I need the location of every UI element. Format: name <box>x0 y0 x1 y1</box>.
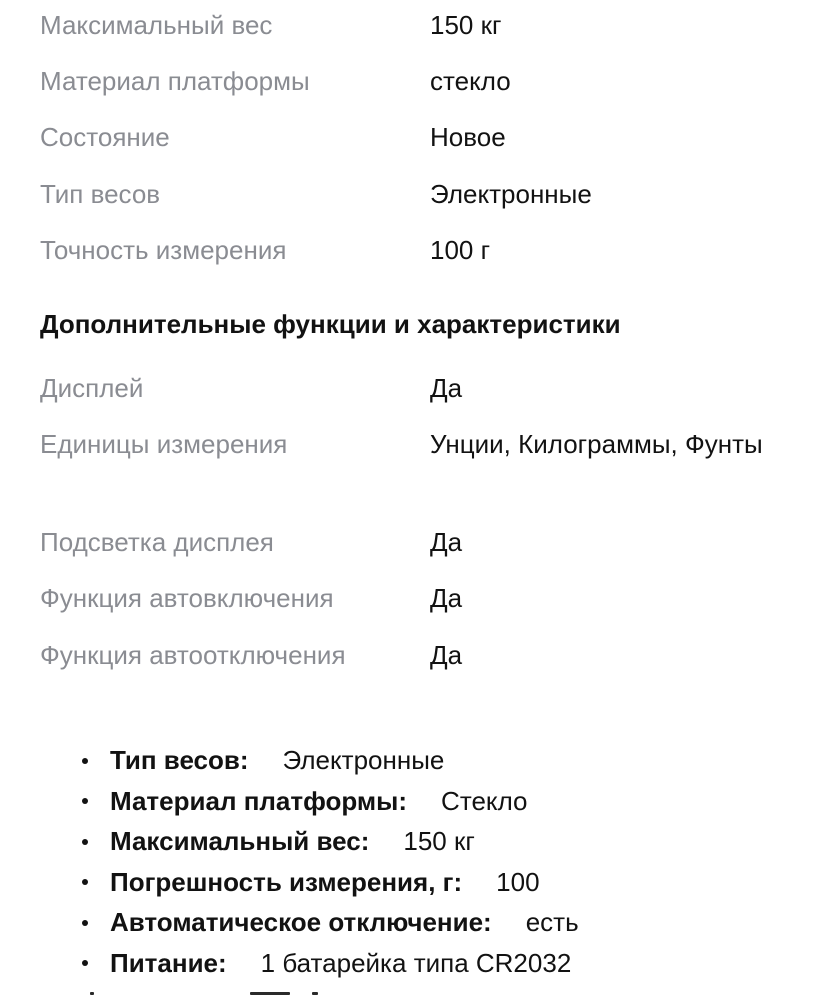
bullet-item <box>82 862 579 903</box>
bullet-item <box>82 902 579 943</box>
bullet-value: 100 <box>496 866 540 897</box>
spec-label: Единицы измерения <box>40 429 288 459</box>
bullet-item <box>82 943 579 984</box>
bullet-value: 150 кг <box>403 826 475 856</box>
bullet-dot-icon <box>82 960 88 966</box>
bullet-key: Максимальный вес: <box>110 826 370 856</box>
bullet-key: Погрешность измерения, г: <box>110 866 463 897</box>
bullet-item <box>82 740 579 781</box>
spec-label: Точность измерения <box>40 235 287 265</box>
bullet-key: Автоматическое отключение: <box>110 907 492 937</box>
bullet-value: есть <box>525 907 579 937</box>
spec-label: Подсветка дисплея <box>40 527 274 557</box>
bullet-dot-icon <box>82 839 88 845</box>
spec-value: 150 кг <box>430 10 502 40</box>
bullet-key: Материал платформы: <box>110 785 408 816</box>
spec-label: Функция автоотключения <box>40 640 346 670</box>
spec-value: Электронные <box>430 179 592 209</box>
spec-value: Да <box>430 640 463 670</box>
spec-value: 100 г <box>430 235 491 265</box>
bullet-dot-icon <box>82 798 88 804</box>
bullet-item <box>82 821 579 862</box>
bullet-dot-icon <box>82 758 88 764</box>
bullet-value: Стекло <box>441 785 528 816</box>
spec-label: Дисплей <box>40 373 144 403</box>
spec-label: Максимальный вес <box>40 10 273 40</box>
spec-value: Новое <box>430 122 506 152</box>
bullet-dot-icon <box>82 879 88 885</box>
spec-value: стекло <box>430 66 511 96</box>
bullet-dot-icon <box>82 920 88 926</box>
spec-label: Состояние <box>40 122 170 152</box>
spec-value: Да <box>430 583 463 613</box>
clipped-next-line <box>90 984 390 998</box>
bullet-key: Тип весов: <box>110 745 249 775</box>
bullet-value: Электронные <box>282 745 445 775</box>
feature-bullet-list <box>82 740 579 983</box>
bullet-key: Питание: <box>110 947 227 978</box>
spec-value: Да <box>430 527 463 557</box>
spec-label: Материал платформы <box>40 66 310 96</box>
bullet-item <box>82 781 579 822</box>
spec-value: Унции, Килограммы, Фунты <box>430 429 763 459</box>
section-title: Дополнительные функции и характеристики <box>40 309 621 339</box>
spec-label: Тип весов <box>40 179 161 209</box>
spec-value: Да <box>430 373 463 403</box>
bullet-value: 1 батарейка типа CR2032 <box>260 947 572 978</box>
spec-label: Функция автовключения <box>40 583 334 613</box>
